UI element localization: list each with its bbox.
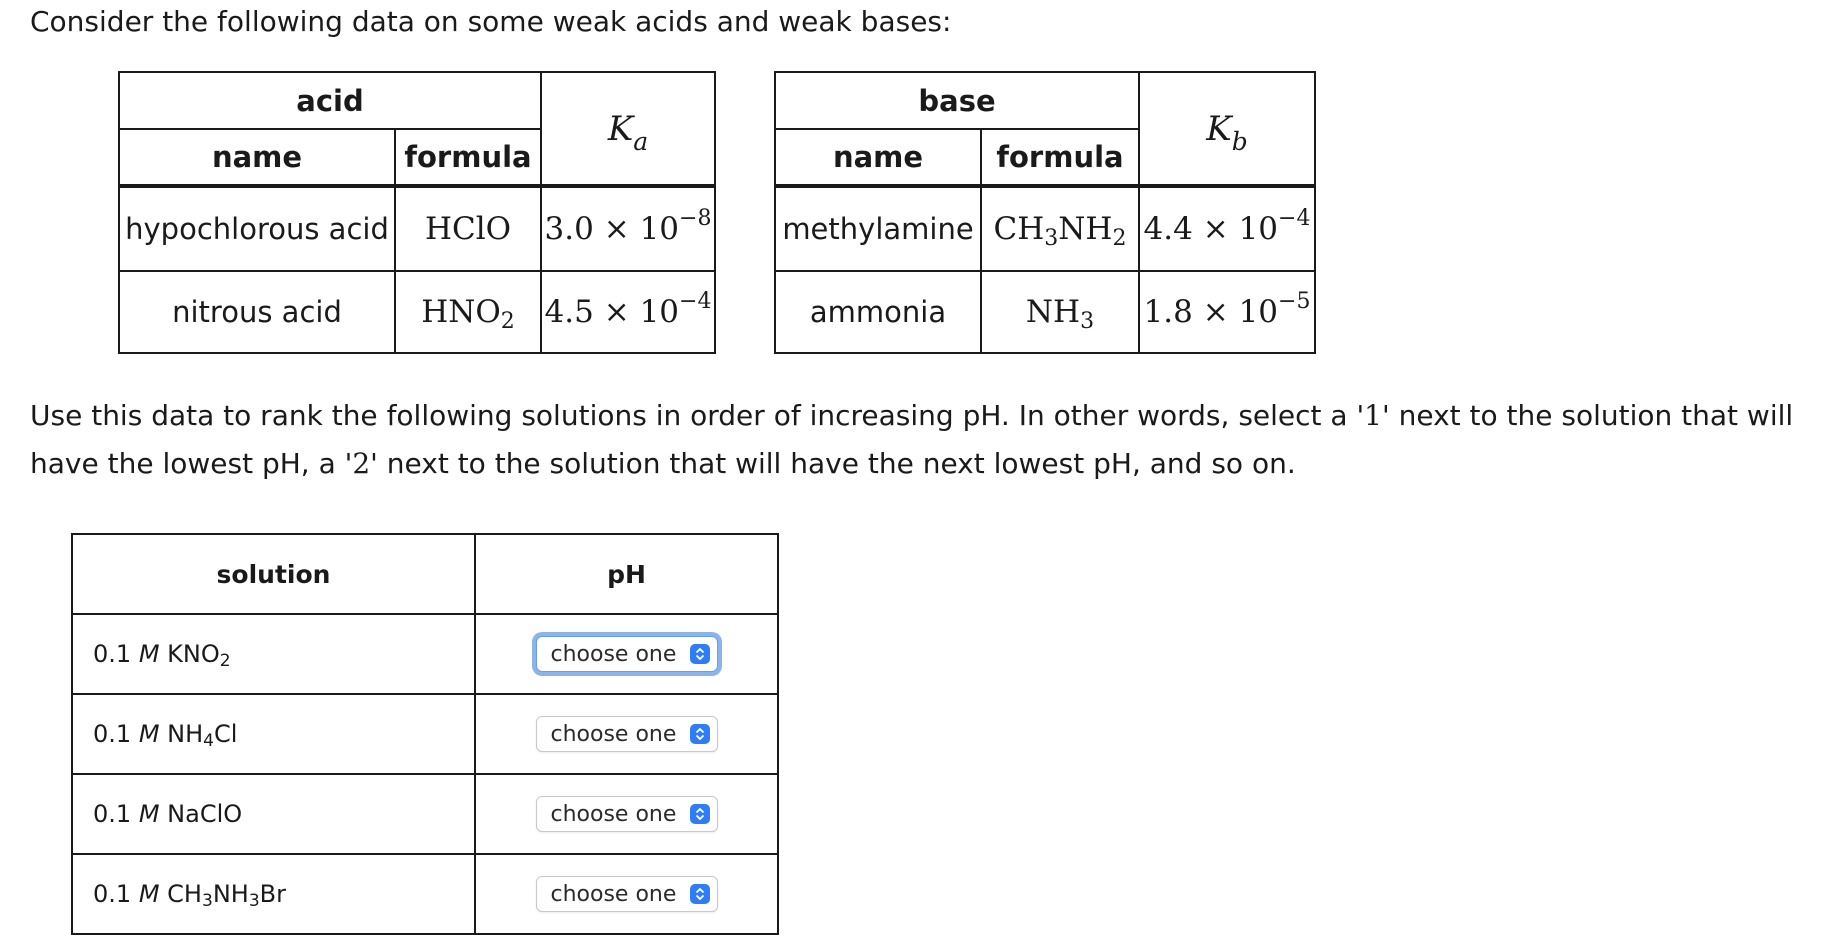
acid-group-header: acid — [119, 72, 541, 129]
base-name-cell: methylamine — [775, 186, 981, 271]
instructions-text: Use this data to rank the following solutions in order of increasing pH. In other words, select a '1' next to the solution that will have the lowest pH, a '2' next to the solution that will have the next lowest pH, and so on. — [30, 399, 1794, 480]
rank-select[interactable]: choose one — [536, 716, 718, 752]
acid-table — [118, 71, 716, 354]
acid-name-header: name — [119, 129, 395, 186]
base-formula-cell: $CH_3NH_2$ — [981, 186, 1139, 271]
kb-symbol: K — [1206, 108, 1232, 149]
kb-header — [1139, 72, 1315, 186]
kb-subscript: b — [1231, 126, 1248, 156]
base-group-header: base — [775, 72, 1139, 129]
table-row — [72, 774, 778, 854]
acid-formula-cell: HClO — [395, 186, 541, 271]
rank-select[interactable]: choose one — [536, 636, 718, 672]
ph-cell — [475, 854, 778, 934]
ka-symbol: K — [607, 108, 634, 149]
ka-header — [541, 72, 715, 186]
rank-select[interactable]: choose one — [536, 796, 718, 832]
chevron-updown-icon — [690, 804, 710, 824]
solution-label: 0.1 M NaClO — [72, 774, 475, 854]
table-row — [72, 614, 778, 694]
chevron-updown-icon — [690, 724, 710, 744]
ph-cell — [475, 614, 778, 694]
ph-cell — [475, 694, 778, 774]
acid-formula-header: formula — [395, 129, 541, 186]
base-name-header: name — [775, 129, 981, 186]
acid-formula-cell: $HNO_2$ — [395, 271, 541, 353]
intro-text: Consider the following data on some weak acids and weak bases: — [30, 5, 952, 38]
ka-value-cell: $4.5 \times 10^{-4}$ — [541, 271, 715, 353]
kb-value-cell: $4.4 \times 10^{-4}$ — [1139, 186, 1315, 271]
base-formula-header: formula — [981, 129, 1139, 186]
table-row — [72, 694, 778, 774]
ph-cell — [475, 774, 778, 854]
rank-select[interactable]: choose one — [536, 876, 718, 912]
solution-label: 0.1 M $KNO_2$ — [72, 614, 475, 694]
base-name-cell: ammonia — [775, 271, 981, 353]
solution-column-header: solution — [72, 534, 475, 614]
ka-value-cell: $3.0 \times 10^{-8}$ — [541, 186, 715, 271]
acid-name-cell: nitrous acid — [119, 271, 395, 353]
table-row — [72, 854, 778, 934]
base-formula-cell: $NH_3$ — [981, 271, 1139, 353]
ka-subscript: a — [633, 126, 649, 156]
acid-name-cell: hypochlorous acid — [119, 186, 395, 271]
chevron-updown-icon — [690, 884, 710, 904]
ranking-table — [71, 533, 779, 935]
solution-label: 0.1 M $NH_4Cl$ — [72, 694, 475, 774]
solution-label: 0.1 M $CH_3NH_3Br$ — [72, 854, 475, 934]
kb-value-cell: $1.8 \times 10^{-5}$ — [1139, 271, 1315, 353]
ph-column-header: pH — [475, 534, 778, 614]
base-table — [774, 71, 1316, 354]
chevron-updown-icon — [690, 644, 710, 664]
